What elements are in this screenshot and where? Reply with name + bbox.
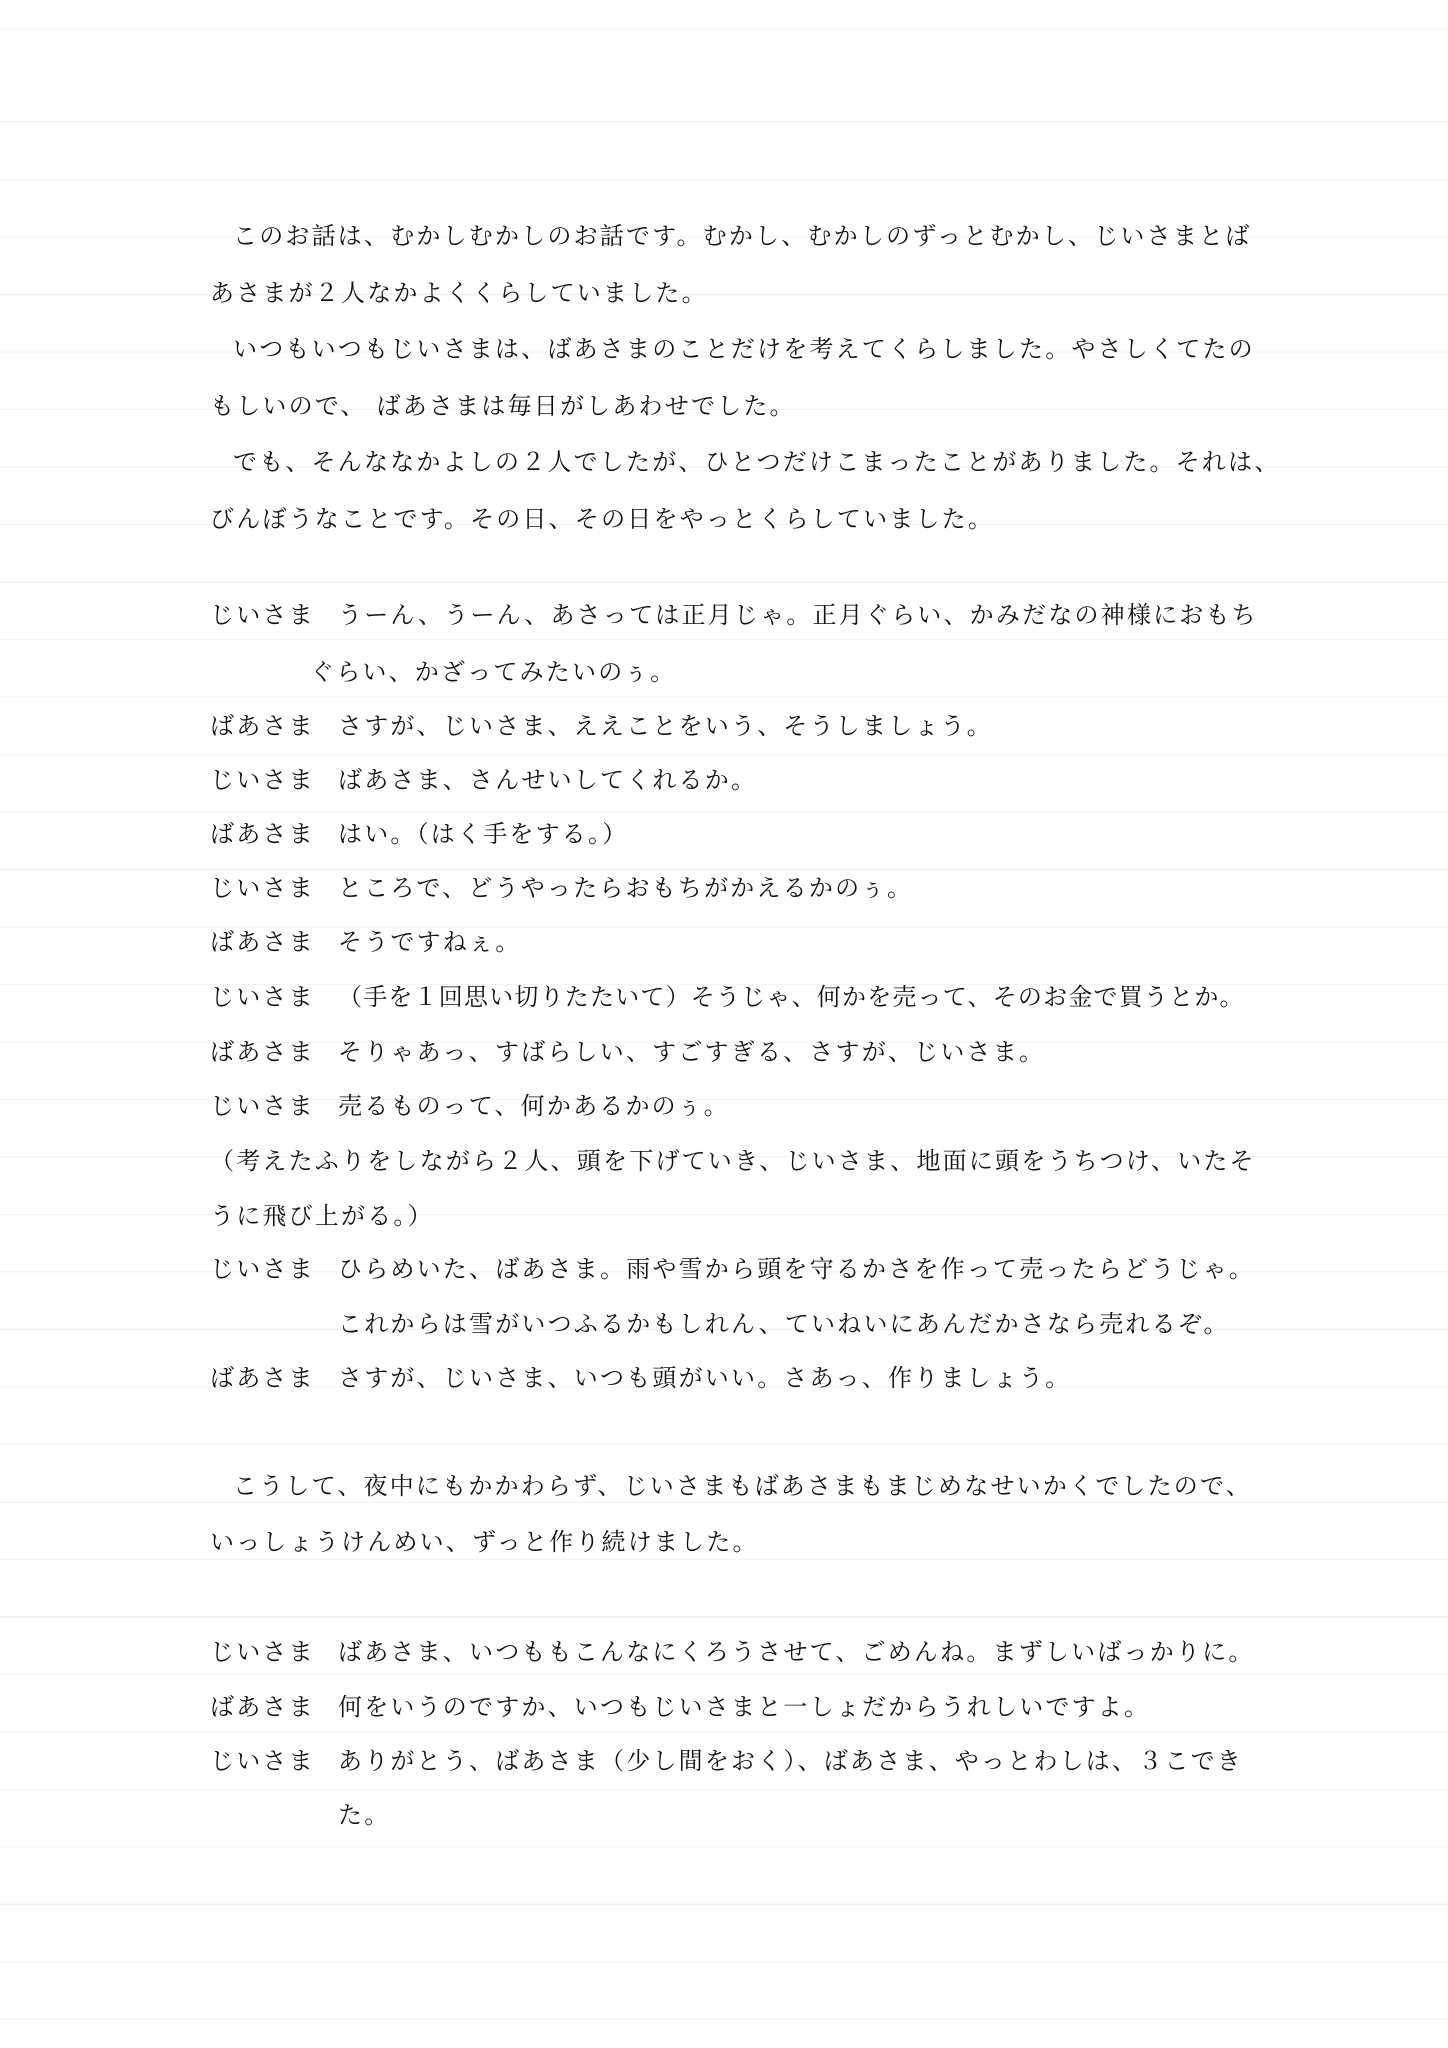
narration-line: こうして、夜中にもかかわらず、じいさまもばあさまもまじめなせいかくでしたので、 (233, 1472, 1252, 1500)
speaker-label: ばあさま (210, 1038, 315, 1066)
speech-line: ばあさま、いつももこんなにくろうさせて、ごめんね。まずしいばっかりに。 (338, 1638, 1255, 1666)
stage-direction-line: （考えたふりをしながら２人、頭を下げていき、じいさま、地面に頭をうちつけ、いたそ (210, 1147, 1256, 1175)
speech-line: ひらめいた、ばあさま。雨や雪から頭を守るかさを作って売ったらどうじゃ。 (338, 1255, 1255, 1283)
speaker-label: じいさま (210, 874, 315, 902)
speech-line: ばあさま、さんせいしてくれるか。 (338, 766, 758, 794)
speech-line: うーん、うーん、あさっては正月じゃ。正月ぐらい、かみだなの神様におもち (338, 601, 1258, 629)
speech-continuation: た。 (338, 1801, 391, 1829)
speech-line: はい。（はく手をする。） (338, 820, 629, 848)
speech-line: そうですねぇ。 (338, 928, 522, 956)
narration-line: いつもいつもじいさまは、ばあさまのことだけを考えてくらしました。やさしくてたの (233, 335, 1255, 363)
speaker-label: じいさま (210, 1092, 315, 1120)
speech-line: ありがとう、ばあさま（少し間をおく）、ばあさま、やっとわしは、３こでき (338, 1747, 1243, 1775)
speaker-label: じいさま (210, 983, 315, 1011)
narration-line: びんぼうなことです。その日、その日をやっとくらしていました。 (210, 505, 995, 533)
speaker-label: じいさま (210, 601, 315, 629)
speaker-label: ばあさま (210, 928, 315, 956)
speaker-label: ばあさま (210, 820, 315, 848)
speaker-label: じいさま (210, 1255, 315, 1283)
speech-continuation: これからは雪がいつふるかもしれん、ていねいにあんだかさなら売れるぞ。 (338, 1310, 1230, 1338)
speech-line: さすが、じいさま、ええことをいう、そうしましょう。 (338, 712, 993, 740)
speaker-label: じいさま (210, 766, 315, 794)
speech-line: （手を１回思い切りたたいて）そうじゃ、何かを売って、そのお金で買うとか。 (338, 983, 1245, 1011)
narration-line: もしいので、 ばあさまは毎日がしあわせでした。 (210, 392, 796, 420)
speech-line: 売るものって、何かあるかのぅ。 (338, 1092, 730, 1120)
speech-line: そりゃあっ、すばらしい、すごすぎる、さすが、じいさま。 (338, 1038, 1046, 1066)
speech-line: ところで、どうやったらおもちがかえるかのぅ。 (338, 874, 914, 902)
narration-line: あさまが２人なかよくくらしていました。 (210, 279, 708, 307)
speaker-label: ばあさま (210, 1693, 315, 1721)
narration-line: いっしょうけんめい、ずっと作り続けました。 (210, 1528, 759, 1556)
narration-line: でも、そんななかよしの２人でしたが、ひとつだけこまったことがありました。それは、 (233, 448, 1281, 476)
speech-continuation: ぐらい、かざってみたいのぅ。 (310, 658, 677, 686)
speech-line: 何をいうのですか、いつもじいさまと一しょだからうれしいですよ。 (338, 1693, 1151, 1721)
speaker-label: じいさま (210, 1747, 315, 1775)
speaker-label: ばあさま (210, 1364, 315, 1392)
speech-line: さすが、じいさま、いつも頭がいい。さあっ、作りましょう。 (338, 1364, 1072, 1392)
speaker-label: じいさま (210, 1638, 315, 1666)
narration-line: このお話は、むかしむかしのお話です。むかし、むかしのずっとむかし、じいさまとば (233, 222, 1252, 250)
stage-direction-line: うに飛び上がる。） (210, 1202, 434, 1230)
speaker-label: ばあさま (210, 712, 315, 740)
